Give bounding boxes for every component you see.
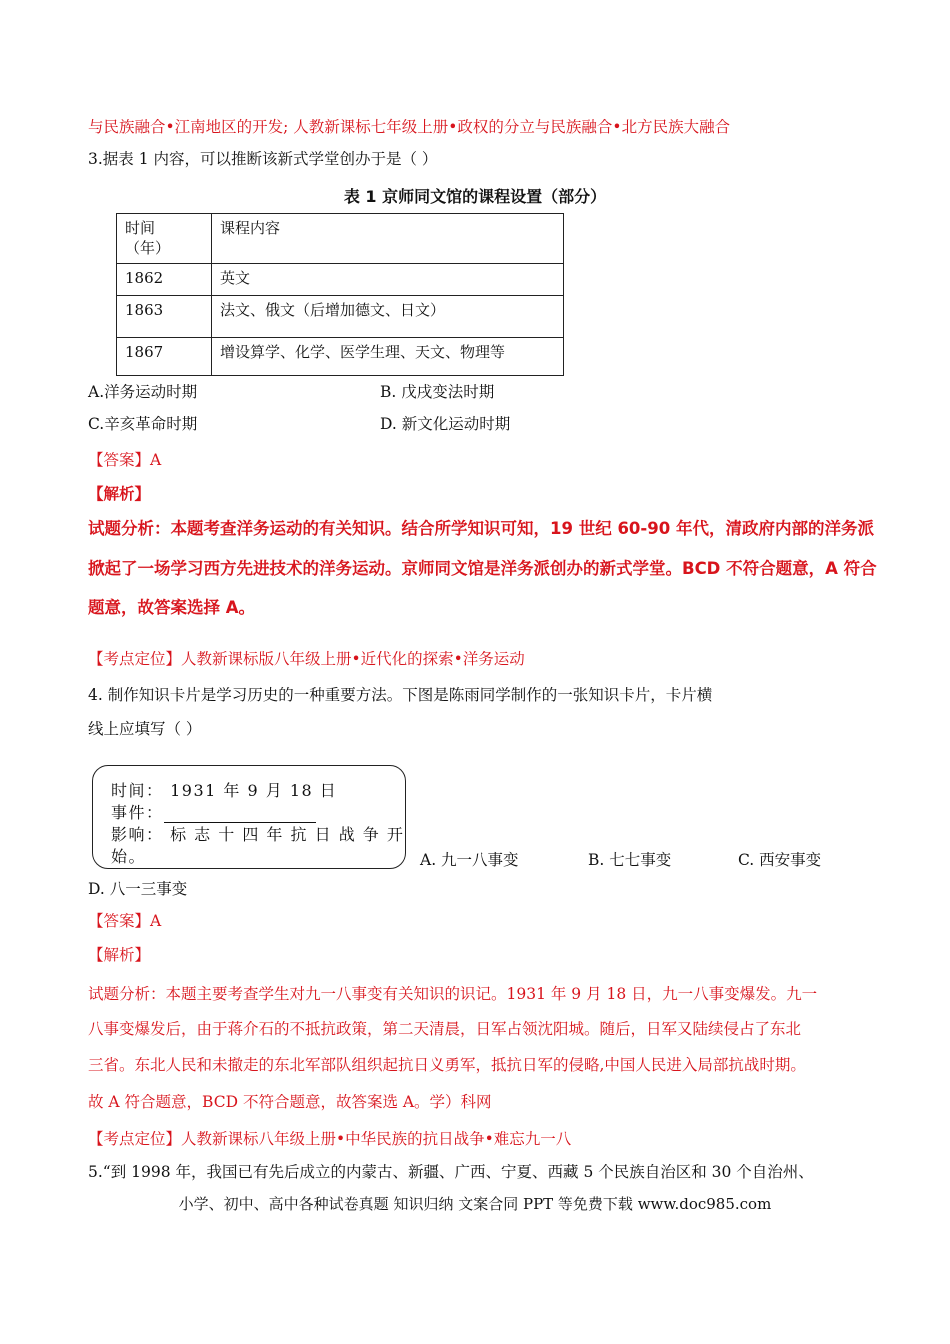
table-cell-year: 1867 bbox=[117, 338, 212, 376]
q4-stem-line-1: 4. 制作知识卡片是学习历史的一种重要方法。下图是陈雨同学制作的一张知识卡片，卡片横 bbox=[88, 686, 713, 704]
q3-option-c: C.辛亥革命时期 bbox=[88, 415, 198, 433]
card-event-label: 事件： bbox=[111, 803, 164, 822]
q4-analysis-line: 故 A 符合题意，BCD 不符合题意，故答案选 A。学）科网 bbox=[88, 1093, 492, 1111]
q4-kaodian: 【考点定位】人教新课标八年级上册•中华民族的抗日战争•难忘九一八 bbox=[88, 1130, 572, 1148]
q3-analysis-label: 【解析】 bbox=[88, 484, 151, 503]
table-header-row bbox=[117, 214, 564, 264]
q3-course-table bbox=[116, 213, 564, 376]
card-event-blank bbox=[164, 806, 316, 823]
card-time: 时间： 1931 年 9 月 18 日 bbox=[111, 781, 338, 800]
knowledge-card bbox=[92, 765, 406, 869]
table-header-cell: 时间 （年） bbox=[117, 214, 212, 264]
q4-stem-line-2: 线上应填写（ ） bbox=[88, 720, 202, 738]
table-cell-course: 法文、俄文（后增加德文、日文） bbox=[212, 296, 564, 338]
topic-line: 与民族融合•江南地区的开发; 人教新课标七年级上册•政权的分立与民族融合•北方民族大融合 bbox=[88, 118, 731, 136]
q3-option-a: A.洋务运动时期 bbox=[88, 383, 198, 401]
q3-answer: 【答案】A bbox=[88, 451, 162, 469]
q3-option-b: B. 戊戌变法时期 bbox=[380, 383, 495, 401]
q3-analysis-line: 掀起了一场学习西方先进技术的洋务运动。京师同文馆是洋务派创办的新式学堂。BCD 不符合题意，A 符合 bbox=[88, 559, 877, 578]
q4-option-b: B. 七七事变 bbox=[588, 851, 672, 869]
card-impact-line-1: 影响： 标 志 十 四 年 抗 日 战 争 开 bbox=[111, 825, 405, 844]
card-event-row bbox=[111, 800, 316, 823]
q4-analysis-line: 三省。东北人民和未撤走的东北军部队组织起抗日义勇军，抵抗日军的侵略,中国人民进入局部抗战时期。 bbox=[88, 1056, 806, 1074]
q3-option-d: D. 新文化运动时期 bbox=[380, 415, 511, 433]
page-footer: 小学、初中、高中各种试卷真题 知识归纳 文案合同 PPT 等免费下载 www.doc985.com bbox=[178, 1195, 772, 1213]
table-row bbox=[117, 296, 564, 338]
q4-analysis-label: 【解析】 bbox=[88, 946, 151, 964]
table-header-cell: 课程内容 bbox=[212, 214, 564, 264]
q3-table-caption: 表 1 京师同文馆的课程设置（部分） bbox=[343, 187, 607, 206]
table-cell-course: 英文 bbox=[212, 264, 564, 296]
table-cell-year: 1862 bbox=[117, 264, 212, 296]
q4-option-d: D. 八一三事变 bbox=[88, 880, 188, 898]
q4-answer: 【答案】A bbox=[88, 912, 162, 930]
table-row bbox=[117, 264, 564, 296]
q5-stem: 5.“到 1998 年，我国已有先后成立的内蒙古、新疆、广西、宁夏、西藏 5 个民族自治区和 30 个自治州、 bbox=[88, 1163, 814, 1181]
q3-analysis-line: 题意，故答案选择 A。 bbox=[88, 598, 256, 617]
table-row bbox=[117, 338, 564, 376]
q4-option-a: A. 九一八事变 bbox=[420, 851, 519, 869]
q3-analysis-line: 试题分析：本题考查洋务运动的有关知识。结合所学知识可知，19 世纪 60-90 年代，清政府内部的洋务派 bbox=[88, 519, 874, 538]
q3-stem: 3.据表 1 内容，可以推断该新式学堂创办于是（ ） bbox=[88, 150, 438, 168]
q4-option-c: C. 西安事变 bbox=[738, 851, 822, 869]
q4-analysis-line: 八事变爆发后，由于蒋介石的不抵抗政策，第二天清晨，日军占领沈阳城。随后，日军又陆续侵占了东北 bbox=[88, 1020, 802, 1038]
table-cell-course: 增设算学、化学、医学生理、天文、物理等 bbox=[212, 338, 564, 376]
card-impact-line-2: 始。 bbox=[111, 847, 147, 866]
q4-analysis-line: 试题分析：本题主要考查学生对九一八事变有关知识的识记。1931 年 9 月 18 日，九一八事变爆发。九一 bbox=[88, 985, 818, 1003]
q3-kaodian: 【考点定位】人教新课标版八年级上册•近代化的探索•洋务运动 bbox=[88, 650, 525, 668]
table-cell-year: 1863 bbox=[117, 296, 212, 338]
